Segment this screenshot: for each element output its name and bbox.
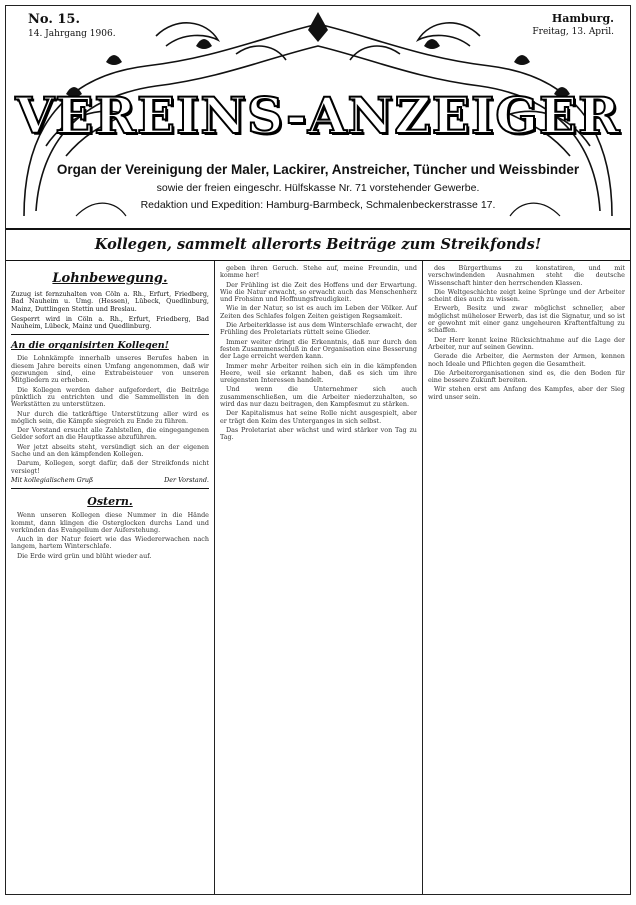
- signature-board: Der Vorstand.: [164, 475, 209, 484]
- column-3: [422, 261, 630, 895]
- column-2: [214, 261, 422, 895]
- article-body-column-2: geben ihren Geruch. Stehe auf, meine Freundin, und komme her! Der Frühling ist die Zeit des Hoffens und der Erwartung. Wie die Natur erwacht, so erwacht auch das Menschenherz und Frohsinn und Hoffnungsfreudigkeit. Wie in der Natur, so ist es auch im Leben der Völker. Auf Zeiten des Schlafes folgen Zeiten geistigen Regsamkeit. Die Arbeiterklasse ist aus dem Winterschlafe erwacht, der Frühling des Proletariats rüttelt seine Glieder. Immer weiter dringt die Erkenntnis, daß nur durch den festen Zusammenschluß in der Organisation eine Besserung der Lage erreicht werden kann. Immer mehr Arbeiter reihen sich ein in die kämpfenden Heere, weil sie erkannt haben, daß es sich um ihre ureigensten Interessen handelt. Und wenn die Unternehmer sich auch zusammenschließen, um die Arbeiter niederzuhalten, so wird das nur dazu beitragen, den Kampfesmut zu stärken. Der Kapitalismus hat seine Rolle nicht ausgespielt, aber er trägt den Keim des Unterganges in sich selbst. Das Proletariat aber wächst und wird stärker von Tag zu Tag.: [219, 264, 417, 442]
- article-body-ostern: Wenn unseren Kollegen diese Nummer in die Hände kommt, dann klingen die Osterglocken durchs Land und verkünden das Evangelium der Auferstehung. Auch in der Natur feiert wie das Wiedererwachen nach langem, hartem Winterschlafe. Die Erde wird grün und blüht wieder auf.: [11, 511, 209, 560]
- masthead: [6, 6, 630, 230]
- newspaper-title: VEREINS-ANZEIGER: [15, 86, 621, 145]
- divider: [11, 334, 209, 335]
- divider: [11, 488, 209, 489]
- lohnbewegung-paragraph-1: Zuzug ist fernzuhalten von Cöln a. Rh., Erfurt, Friedberg, Bad Nauheim u. Umg. (Hessen), Lübeck, Quedlinburg, Mainz, Duttlingen Stettin und Breslau.: [11, 290, 209, 313]
- lohnbewegung-paragraph-2: Gesperrt wird in Cöln a. Rh., Erfurt, Friedberg, Bad Nauheim, Lübeck, Mainz und Quedlinburg.: [11, 314, 209, 331]
- newspaper-page: [5, 5, 631, 895]
- signature-greeting: Mit kollegialischem Gruß: [11, 475, 94, 484]
- issue-number: No. 15.: [28, 12, 80, 27]
- editorial-address: Redaktion und Expedition: Hamburg-Barmbeck, Schmalenbeckerstrasse 17.: [140, 199, 496, 211]
- heading-an-die-kollegen: An die organisirten Kollegen!: [11, 340, 169, 352]
- article-columns: [6, 261, 630, 895]
- issue-date: Freitag, 13. April.: [532, 27, 614, 37]
- slogan-banner: Kollegen, sammelt allerorts Beiträge zum Streikfonds!: [6, 230, 630, 261]
- newspaper-subtitle: Organ der Vereinigung der Maler, Lackirer, Anstreicher, Tüncher und Weissbinder: [56, 162, 580, 177]
- article-body-column-3: des Bürgerthums zu konstatiren, und mit verschwindenden Ausnahmen steht die deutsche Wissenschaft hinter den herrschenden Klassen. Die Weltgeschichte zeigt keine Sprünge und der Arbeiter scheint dies auch zu wissen. Erwerb, Besitz und zwar möglichst schneller, aber möglichst müheloser Erwerb, das ist die Signatur, und so ist er gewohnt mit einer ganz ungeheuren Kraftentfaltung zu schaffen. Der Herr kennt keine Rücksichtnahme auf die Lage der Arbeiter, nur auf seinen Gewinn. Gerade die Arbeiter, die Aermsten der Armen, kennen noch Ideale und Pflichten gegen die Gesamtheit. Die Arbeiterorganisationen sind es, die den Boden für eine bessere Zukunft bereiten. Wir stehen erst am Anfang des Kampfes, aber der Sieg wird unser sein.: [427, 264, 625, 401]
- issue-city: Hamburg.: [551, 12, 614, 25]
- newspaper-subline: sowie der freien eingeschr. Hülfskasse Nr. 71 vorstehender Gewerbe.: [156, 182, 480, 194]
- issue-info-right: [532, 12, 614, 37]
- heading-ostern: Ostern.: [87, 495, 133, 509]
- issue-info-left: [28, 12, 116, 39]
- heading-lohnbewegung: Lohnbewegung.: [52, 271, 168, 286]
- article-body-kollegen: Die Lohnkämpfe innerhalb unseres Berufes haben in diesem Jahre bereits einen Umfang angenommen, daß wir gezwungen sind, eine Extrabeisteuer von unseren Mitgliedern zu erheben. Die Kollegen werden daher aufgefordert, die Beiträge pünktlich zu entrichten und die Sammellisten in den Werkstätten zu unterstützen. Nur durch die tatkräftige Unterstützung aller wird es möglich sein, die Kämpfe siegreich zu Ende zu führen. Der Vorstand ersucht alle Zahlstellen, die eingegangenen Gelder sofort an die Hauptkasse abzuführen. Wer jetzt abseits steht, versündigt sich an der eigenen Sache und an den kämpfenden Kollegen. Darum, Kollegen, sorgt dafür, daß der Streikfonds nicht versiegt!: [11, 354, 209, 475]
- column-1: [6, 261, 214, 895]
- signature-line: [11, 477, 209, 484]
- volume-year: 14. Jahrgang 1906.: [28, 29, 116, 39]
